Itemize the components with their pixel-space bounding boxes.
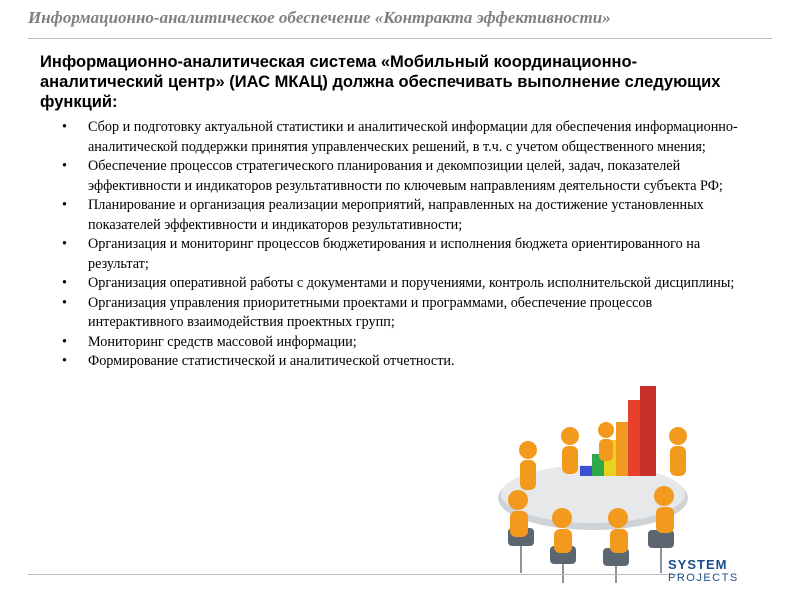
list-item: • Организация оперативной работы с документами и поручениями, контроль исполнительской дисциплины; (58, 274, 738, 294)
logo-line-2: PROJECTS (668, 572, 739, 584)
footer-divider (28, 574, 680, 575)
list-item: • Планирование и организация реализации мероприятий, направленных на достижение установленных показателей эффективности и индикаторов результативности; (58, 196, 738, 235)
list-item: • Организация и мониторинг процессов бюджетирования и исполнения бюджета ориентированного на результат; (58, 235, 738, 274)
function-list (58, 118, 738, 372)
intro-paragraph: Информационно-аналитическая система «Мобильный координационно-аналитический центр» (ИАС МКАЦ) должна обеспечивать выполнение следующих функций: (40, 53, 721, 111)
system-projects-logo (668, 558, 788, 596)
slide-title: Информационно-аналитическое обеспечение «Контракта эффективности» (28, 8, 611, 27)
list-item: • Мониторинг средств массовой информации; (58, 333, 738, 353)
list-item: • Формирование статистической и аналитической отчетности. (58, 352, 738, 372)
title-divider (28, 38, 772, 39)
list-item: • Организация управления приоритетными проектами и программами, обеспечение процессов интерактивного взаимодействия проектных групп; (58, 294, 738, 333)
list-item: • Сбор и подготовку актуальной статистики и аналитической информации для обеспечения информационно-аналитической поддержки принятия управленческих решений, в т.ч. с учетом общественного мнения; (58, 118, 738, 157)
list-item: • Обеспечение процессов стратегического планирования и декомпозиции целей, задач, показателей эффективности и индикаторов результативности по ключевым направлениям деятельности субъекта РФ; (58, 157, 738, 196)
logo-line-1: SYSTEM (668, 557, 728, 572)
